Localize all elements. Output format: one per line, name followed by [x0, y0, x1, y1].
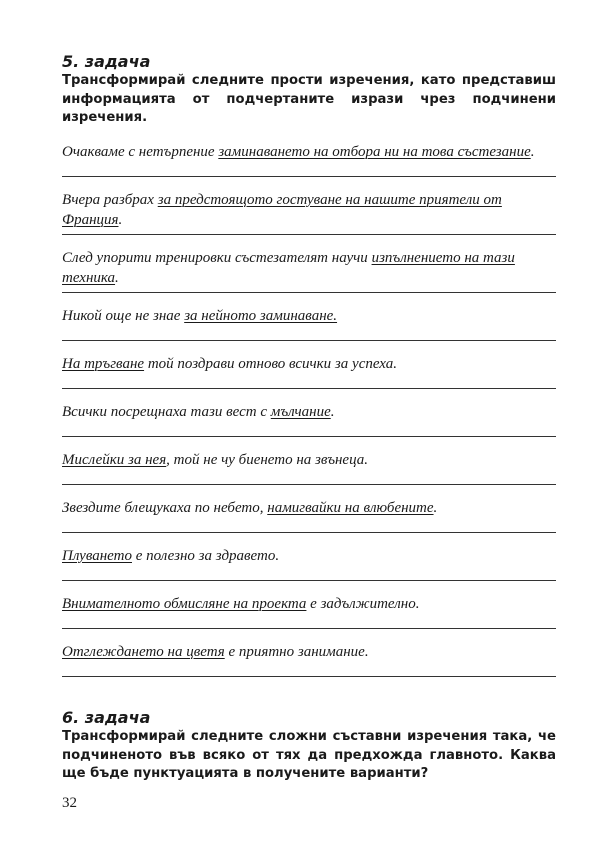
exercise-sentence: [62, 498, 556, 518]
underlined-phrase: за нейното заминаване.: [184, 307, 338, 324]
sentence-text: Очакваме с нетърпение: [62, 143, 219, 160]
sentence-text: е приятно занимание.: [224, 643, 369, 660]
exercise-item: [62, 594, 556, 642]
answer-line[interactable]: [62, 628, 556, 629]
answer-line[interactable]: [62, 532, 556, 533]
sentence-text: е задължително.: [306, 595, 420, 612]
task-6-section: [62, 708, 556, 784]
page-number: 32: [62, 795, 77, 811]
exercise-sentence: [62, 248, 556, 288]
exercise-item: [62, 498, 556, 546]
underlined-phrase: намигвайки на влюбените: [267, 499, 434, 516]
underlined-phrase: Мислейки за нея: [62, 451, 167, 468]
underlined-phrase: Отглеждането на цветя: [62, 643, 225, 660]
underlined-phrase: Плуването: [62, 547, 132, 564]
exercise-sentence: [62, 354, 556, 374]
exercise-item: [62, 142, 556, 190]
exercise-item: [62, 248, 556, 306]
sentence-text: Всички посрещнаха тази вест с: [62, 403, 271, 420]
sentence-text: .: [433, 499, 438, 516]
exercise-item: [62, 402, 556, 450]
sentence-text: Никой още не знае: [62, 307, 185, 324]
answer-line[interactable]: [62, 388, 556, 389]
answer-line[interactable]: [62, 436, 556, 437]
task-5-instruction: Трансформирай следните прости изречения, като представиш информацията от подчертаните изрази чрез подчинени изречения.: [62, 73, 556, 125]
answer-line[interactable]: [62, 176, 556, 177]
sentence-text: е полезно за здравето.: [131, 547, 280, 564]
answer-line[interactable]: [62, 292, 556, 293]
exercise-list: [62, 142, 556, 690]
answer-line[interactable]: [62, 676, 556, 677]
exercise-item: [62, 642, 556, 690]
sentence-text: .: [118, 211, 123, 228]
sentence-text: .: [530, 143, 535, 160]
task-5-title: 5. задача: [62, 52, 151, 71]
answer-line[interactable]: [62, 340, 556, 341]
underlined-phrase: за предстоящото гостуване на нашите приятели от Франция: [62, 191, 502, 228]
exercise-sentence: [62, 546, 556, 566]
exercise-sentence: [62, 450, 556, 470]
underlined-phrase: заминаването на отбора ни на това състезание: [218, 143, 531, 160]
sentence-text: .: [115, 269, 119, 286]
underlined-phrase: Внимателното обмисляне на проекта: [62, 595, 307, 612]
task-6-instruction: Трансформирай следните сложни съставни изречения така, че подчиненото във всяко от тях да предхожда главното. Каква ще бъде пунктуацията в получените варианти?: [62, 729, 556, 781]
sentence-text: Вчера разбрах: [62, 191, 158, 208]
sentence-text: , той не чу биенето на звънеца.: [166, 451, 369, 468]
underlined-phrase: изпълнението на тази техника: [62, 249, 515, 286]
exercise-item: [62, 450, 556, 498]
sentence-text: След упорити тренировки състезателят научи: [62, 249, 372, 266]
exercise-item: [62, 546, 556, 594]
exercise-sentence: [62, 190, 556, 230]
sentence-text: Звездите блещукаха по небето,: [62, 499, 268, 516]
underlined-phrase: мълчание: [270, 403, 331, 420]
answer-line[interactable]: [62, 580, 556, 581]
exercise-sentence: [62, 142, 556, 162]
task-6-title: 6. задача: [62, 708, 151, 727]
exercise-sentence: [62, 594, 556, 614]
sentence-text: той поздрави отново всички за успеха.: [144, 355, 398, 372]
exercise-item: [62, 306, 556, 354]
underlined-phrase: На тръгване: [62, 355, 145, 372]
exercise-item: [62, 354, 556, 402]
exercise-item: [62, 190, 556, 248]
exercise-sentence: [62, 306, 556, 326]
task-5-section: [62, 52, 556, 690]
exercise-sentence: [62, 642, 556, 662]
answer-line[interactable]: [62, 484, 556, 485]
exercise-sentence: [62, 402, 556, 422]
sentence-text: .: [330, 403, 335, 420]
answer-line[interactable]: [62, 234, 556, 235]
